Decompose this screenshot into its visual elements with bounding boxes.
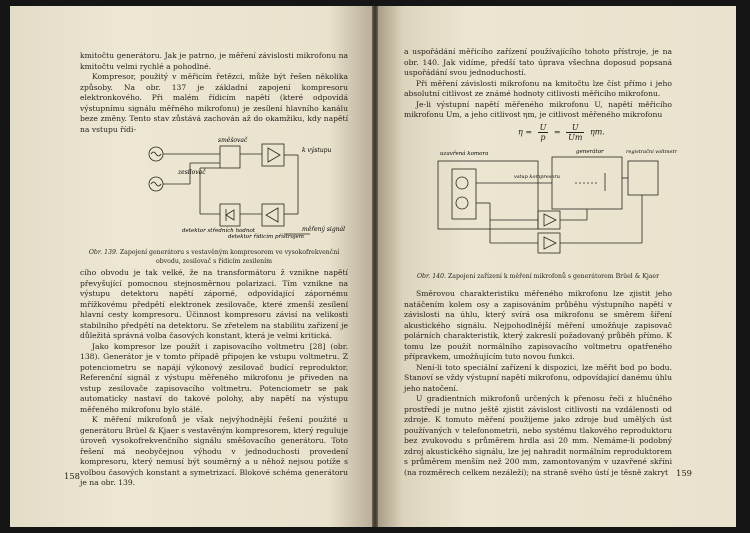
- fraction: [538, 123, 549, 142]
- label-smesovac: směšovač: [218, 137, 248, 144]
- right-page: [378, 6, 736, 527]
- right-text-top: [404, 47, 672, 121]
- paragraph: Směrovou charakteristiku měřeného mikrofonu lze zjistit jeho natáčením kolem osy a zapisováním průběhu výstupního napětí v závislosti na úhlu, který svírá osa mikrofonu se směrem šíření akustického signálu. Nejpohodlnější měření umožňuje zapisovač polárních charakteristik, který zakreslí požadovaný průběh přímo. K tomu lze použít normálního zapisovacího voltmetru opatřeného přípravkem, umožňujícím tuto novou funkci.: [404, 289, 672, 361]
- fraction-denominator: Um: [568, 133, 583, 142]
- label-zapisovac: registrační voltmetr: [626, 149, 677, 155]
- paragraph: Jako kompresor lze použít i zapisovacího voltmetru [28] (obr. 138). Generátor je v tomto případě připojen ke vstupu voltmetru. Z potenciometru se napájí výkonový zesilovač budící reproduktor. Referenční signál z výstupu měřeného mikrofonu je přiveden na vstup zesilovače zapisovacího voltmetru. Potenciometr se pak automaticky nastaví do takové polohy, aby napětí na výstupu měřeného mikrofonu bylo stálé.: [80, 341, 348, 414]
- label-vystup: k výstupu: [302, 147, 332, 154]
- fraction-numerator: U: [566, 123, 584, 133]
- sensitivity-formula: [518, 123, 605, 142]
- figure-140-diagram: [430, 143, 677, 269]
- label-komora: uzavřená komora: [440, 151, 489, 157]
- paragraph: Není-li toto speciální zařízení k dispozici, lze měřit bod po bodu. Stanoví se vždy výstupní napětí mikrofonu, odpovídající danému úhlu jeho natočení.: [404, 362, 672, 393]
- figure-140-caption: [404, 273, 672, 282]
- paragraph: kmitočtu generátoru. Jak je patrno, je měření závislosti mikrofonu na kmitočtu velmi rychlé a pohodlné.: [80, 51, 348, 71]
- figure-139-caption: [82, 249, 346, 266]
- fraction-denominator: p: [540, 133, 546, 142]
- caption-label: Obr. 139.: [88, 249, 118, 256]
- detector-block: [220, 204, 240, 226]
- paragraph: Při měření závislosti mikrofonu na kmitočtu lze číst přímo i jeho absolutní citlivost ze známé hodnoty citlivosti měřicího mikrofonu.: [404, 78, 672, 98]
- left-text-bottom: [80, 268, 348, 489]
- formula-equals: =: [553, 127, 561, 137]
- caption-text: Zapojení generátoru s vestavěným kompresorem ve vysokofrekvenční obvodu, zesilovač s řídicím zesilením: [117, 249, 340, 265]
- paragraph: K měření mikrofonů je však nejvýhodnější řešení použité u generátoru Brüel & Kjaer s vestavěným kompresorem, který reguluje úroveň vysokofrekvenčního signálu směšovacího generátoru. Toto řešení má neobyčejnou výhodu v jednoduchosti provedení kompresoru, který nemusí být souměrný a u něhož nejsou potíže s volbou časových konstant a symetrizací. Blokové schéma generátoru je na obr. 139.: [80, 415, 348, 487]
- paragraph: Je-li výstupní napětí měřeného mikrofonu U, napětí měřicího mikrofonu Um, a jeho citlivost ηm, je citlivost měřeného mikrofonu: [404, 99, 672, 119]
- paragraph: Kompresor, použitý v měřicím řetězci, může být řešen několika způsoby. Na obr. 137 je základní zapojení kompresoru elektronkového. Při malém řídicím napětí (které odpovídá výstupnímu signálu měřného mikrofonu) je zesílení hlavního kanálu beze změny. Tento stav zůstává zachován až do okamžiku, kdy napětí na vstupu řídi-: [80, 72, 348, 134]
- recorder-block: [628, 161, 658, 195]
- microphone-icon: [456, 197, 468, 209]
- loudspeaker-icon: [456, 177, 468, 189]
- label-generator: generátor: [576, 149, 604, 155]
- figure-139-diagram: [138, 134, 348, 246]
- label-mereny-signal: měřený signál: [302, 226, 346, 233]
- fraction-numerator: U: [539, 123, 547, 132]
- loudspeaker-box: [452, 169, 476, 219]
- label-detektor-stred: detektor středních hodnot: [182, 228, 256, 234]
- left-page: [10, 6, 372, 527]
- caption-text: Zapojení zařízení k měření mikrofonů s generátorem Brüel & Kjaer: [445, 273, 660, 280]
- label-vstup: vstup kompresoru: [514, 174, 560, 180]
- left-text-top: [80, 51, 348, 135]
- paragraph: a uspořádání měřicího zařízení používajícího tohoto přístroje, je na obr. 140. Jak vidíme, předší tato úprava všechna doposud popsaná uspořádání svou jednoduchostí.: [404, 47, 672, 77]
- right-text-bottom: [404, 289, 672, 478]
- paragraph: U gradientních mikrofonů určených k přenosu řeči z hlučného prostředí je nutno ještě zjistit závislost citlivosti na vzdálenosti od zdroje. K tomuto měření použijeme jako zdroje bud umělých úst používaných v telefonometrii, nebo systému tlakového reproduktoru bez zvukovodu s průměrem hrdla asi 20 mm. Nemáme-li podobný zdroj akustického signálu, lze jej nahradit normálním reproduktorem s průměrem menším než 200 mm, zamontovaným v uzavřené skříni (na rozměrech celkem nezáleží); na straně svého ústí je těsně zakryt: [404, 394, 672, 477]
- formula-lhs: η =: [518, 127, 533, 137]
- label-zesilovac: zesilovač: [178, 169, 206, 176]
- formula-tail: ηm.: [590, 127, 605, 137]
- mixer-block: [220, 146, 240, 168]
- page-number-left: 158: [64, 471, 80, 481]
- page-number-right: 159: [676, 468, 692, 478]
- caption-label: Obr. 140.: [416, 273, 446, 280]
- fraction: [566, 123, 584, 142]
- paragraph: cího obvodu je tak velké, že na transformátoru ž vznikne napětí převyšující pomocnou stejnosměrnou polarizaci. Tím vznikne na výstupu detektoru napětí záporné, odpovídající zápornému mřížkovému předpětí elektronek zesilovače, které zmenší zesílení hlavní cesty kompresoru. Účinnost kompresoru závisí na velikosti stabilního předpětí na detektoru. Se zřetelem na stabilitu zařízení je důležitá správná volba časových konstant, která je velmi kritická.: [80, 268, 348, 340]
- label-detektor-ridici: detektor řídicím přístrojem: [228, 234, 305, 240]
